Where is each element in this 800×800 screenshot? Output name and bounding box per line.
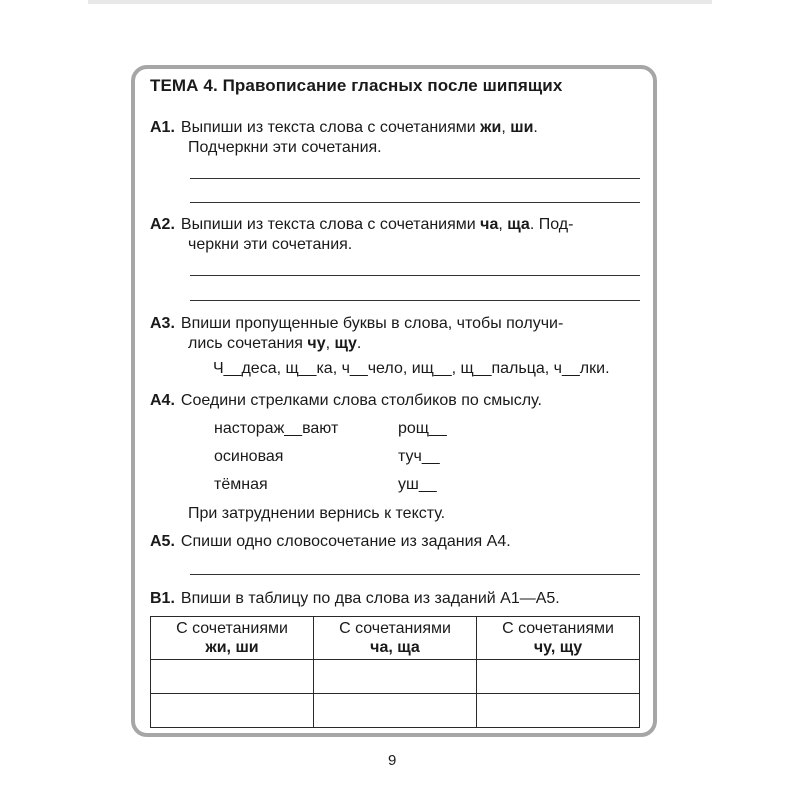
header-label: С сочетаниями [339, 620, 451, 637]
table-cell[interactable] [314, 660, 477, 694]
table-header-cell [151, 617, 314, 660]
task-a4-text: Соедини стрелками слова столбиков по смыслу. [180, 392, 542, 409]
period: . [356, 335, 362, 352]
page-number: 9 [388, 752, 397, 769]
answer-line-a5[interactable] [190, 574, 640, 575]
task-a2-line2: черкни эти сочетания. [188, 236, 353, 253]
combo-cha: ча [480, 216, 499, 233]
task-b1-line1 [150, 590, 560, 608]
a4-left-word[interactable]: осиновая [214, 448, 284, 465]
answer-line-a1-2[interactable] [190, 202, 640, 203]
table-cell[interactable] [151, 660, 314, 694]
task-a3-text-2: лись сочетания [188, 335, 308, 352]
task-a3-line2 [188, 335, 361, 353]
answer-line-a2-1[interactable] [190, 275, 640, 276]
table-cell[interactable] [477, 660, 640, 694]
separator: , [498, 216, 508, 233]
table-header-row [151, 617, 640, 660]
task-a1-line2: Подчеркни эти сочетания. [188, 139, 382, 156]
task-a1-line1 [150, 119, 538, 137]
task-a2-line1 [150, 216, 573, 234]
task-a5-line1 [150, 533, 511, 551]
theme-label: ТЕМА 4. [150, 76, 218, 95]
combo-shi: ши [510, 119, 534, 136]
task-a3-line1 [150, 315, 563, 333]
task-a4-line1 [150, 392, 542, 410]
top-rule [88, 0, 712, 4]
task-a4-tag: А4. [150, 392, 175, 409]
table-cell[interactable] [314, 694, 477, 728]
combo-shcha: ща [507, 216, 530, 233]
separator: , [325, 335, 335, 352]
a4-left-word[interactable]: настораж__вают [214, 420, 339, 437]
page-title [150, 76, 562, 96]
task-b1-text: Впиши в таблицу по два слова из заданий А1—А5. [180, 590, 560, 607]
period: . [533, 119, 538, 136]
task-a3-tag: А3. [150, 315, 175, 332]
answer-line-a1-1[interactable] [190, 178, 640, 179]
task-a3-words: Ч__деса, щ__ка, ч__чело, ищ__, щ__пальца, ч__лки. [213, 360, 610, 377]
table-cell[interactable] [477, 694, 640, 728]
table-header-cell [314, 617, 477, 660]
task-a3-text: Впиши пропущенные буквы в слова, чтобы получи- [180, 315, 564, 332]
header-label: С сочетаниями [502, 620, 614, 637]
combo-chu: чу [307, 335, 326, 352]
a4-right-word[interactable]: уш__ [398, 476, 437, 493]
a4-right-word[interactable]: туч__ [398, 448, 440, 465]
task-a5-text: Спиши одно словосочетание из задания А4. [180, 533, 511, 550]
a4-left-word[interactable]: тёмная [214, 476, 268, 493]
task-a4-hint: При затруднении вернись к тексту. [188, 505, 446, 522]
header-combo: ча, ща [370, 639, 420, 656]
header-combo: чу, щу [533, 639, 583, 656]
header-combo: жи, ши [205, 639, 259, 656]
task-a2-text: Выпиши из текста слова с сочетаниями [180, 216, 481, 233]
task-a1-text: Выпиши из текста слова с сочетаниями [180, 119, 481, 136]
separator: , [501, 119, 511, 136]
answer-line-a2-2[interactable] [190, 300, 640, 301]
theme-title: Правописание гласных после шипящих [222, 76, 563, 95]
table-cell[interactable] [151, 694, 314, 728]
a4-right-word[interactable]: рощ__ [398, 420, 447, 437]
task-a5-tag: А5. [150, 533, 175, 550]
table-header-cell [477, 617, 640, 660]
header-label: С сочетаниями [176, 620, 288, 637]
task-a1-tag: А1. [150, 119, 175, 136]
table-row [151, 694, 640, 728]
combo-zhi: жи [480, 119, 502, 136]
answer-table [150, 616, 640, 728]
combo-shchu: щу [334, 335, 357, 352]
task-a2-text-end: . Под- [529, 216, 574, 233]
task-a2-tag: А2. [150, 216, 175, 233]
task-b1-tag: В1. [150, 590, 175, 607]
table-row [151, 660, 640, 694]
